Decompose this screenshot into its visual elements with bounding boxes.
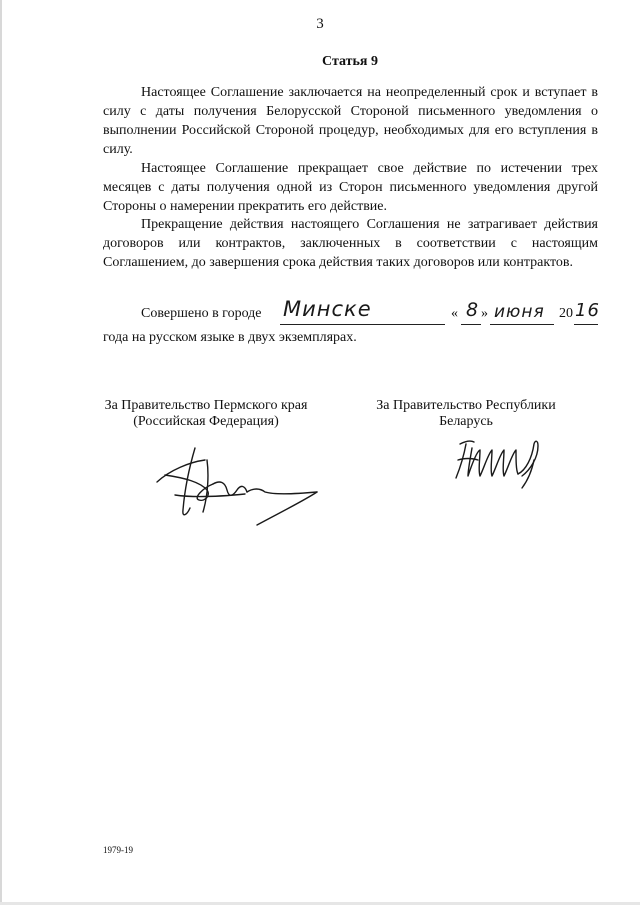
done-at-suffix: года на русском языке в двух экземплярах.	[103, 330, 357, 345]
signatory-right-line1: За Правительство Республики	[376, 398, 556, 413]
year-underline	[574, 324, 598, 325]
paragraph-3-text: Прекращение действия настоящего Соглашения не затрагивает действия договоров или контрактов, заключенных в соответствии с настоящим Соглашением, до завершения срока действия таких договоров или контрактов.	[103, 217, 598, 270]
scan-edge-left	[0, 0, 2, 905]
footer-code: 1979-19	[103, 845, 133, 855]
signature-right-image	[450, 430, 560, 490]
handwritten-month: июня	[494, 302, 545, 322]
done-at-prefix: Совершено в городе	[141, 306, 262, 321]
signature-left-image	[145, 440, 345, 535]
day-underline	[461, 324, 481, 325]
signatory-left-line1: За Правительство Пермского края	[104, 398, 308, 413]
city-underline	[280, 324, 445, 325]
handwritten-year: 16	[575, 300, 600, 321]
paragraph-3	[103, 215, 598, 272]
signatory-left-caption	[96, 398, 316, 430]
page-number: 3	[316, 16, 324, 32]
article-title: Статья 9	[322, 54, 378, 69]
signatory-right-line2: Беларусь	[439, 414, 493, 429]
paragraph-2	[103, 159, 598, 216]
paragraph-1-text: Настоящее Соглашение заключается на неопределенный срок и вступает в силу с даты получения Белорусской Стороной письменного уведомления о выполнении Российской Стороной процедур, необходимых для его вступления в силу.	[103, 85, 598, 157]
year-printed: 20	[559, 306, 573, 321]
paragraph-2-text: Настоящее Соглашение прекращает свое действие по истечении трех месяцев с даты получения одной из Сторон письменного уведомления другой Стороны о намерении прекратить его действие.	[103, 161, 598, 214]
signatory-left-line2: (Российская Федерация)	[133, 414, 279, 429]
done-at-line	[141, 306, 262, 322]
paragraph-1	[103, 83, 598, 159]
quote-close: »	[481, 306, 488, 321]
month-underline	[490, 324, 554, 325]
quote-open: «	[451, 306, 458, 321]
handwritten-day: 8	[466, 299, 480, 321]
handwritten-city: Минске	[283, 297, 372, 321]
signatory-right-caption	[356, 398, 576, 430]
